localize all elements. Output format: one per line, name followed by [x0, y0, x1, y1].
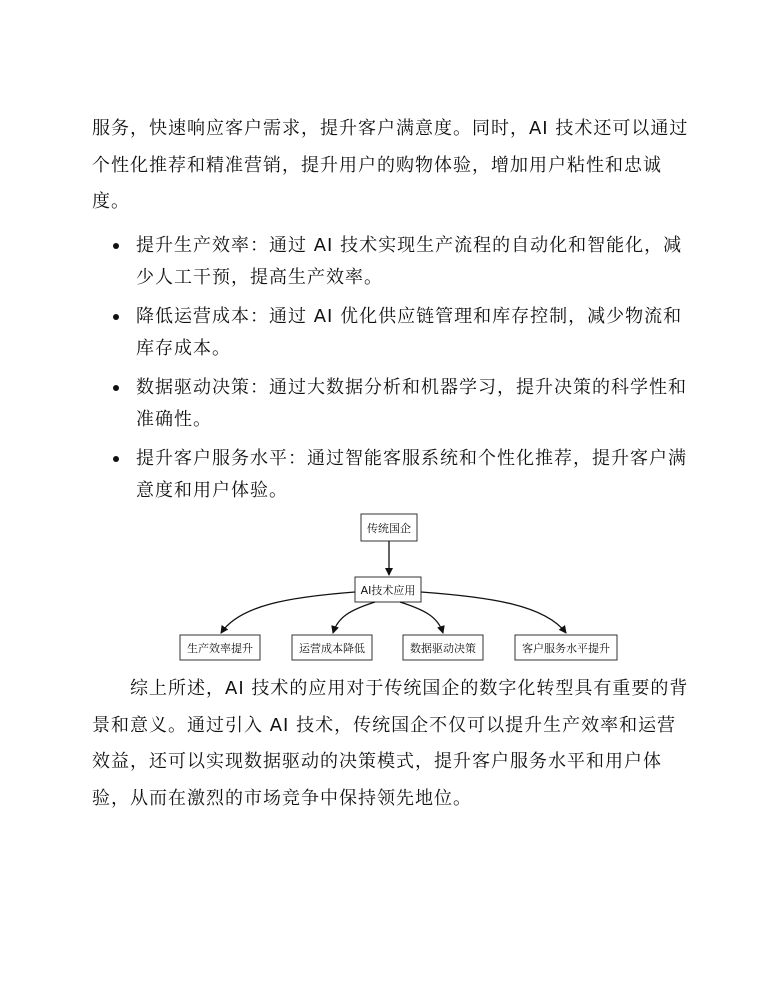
leaf-node-label: 客户服务水平提升 [522, 642, 610, 655]
bullet-icon [113, 385, 119, 391]
root-node [361, 514, 417, 541]
middle-node-label: AI技术应用 [360, 584, 416, 597]
list-item-text: 数据驱动决策：通过大数据分析和机器学习，提升决策的科学性和准确性。 [136, 377, 687, 430]
conclusion-paragraph: 综上所述，AI 技术的应用对于传统国企的数字化转型具有重要的背景和意义。通过引入 AI 技术，传统国企不仅可以提升生产效率和运营效益，还可以实现数据驱动的决策模式，提升客户服务水平和用户体验，从而在激烈的市场竞争中保持领先地位。 [92, 678, 689, 809]
edge-to-leaf-2 [333, 602, 375, 633]
edge-to-leaf-4 [421, 592, 566, 633]
leaf-node-production [180, 635, 260, 660]
list-item [110, 372, 690, 436]
leaf-node-data [403, 635, 483, 660]
list-item [110, 443, 690, 507]
list-item-text: 提升客户服务水平：通过智能客服系统和个性化推荐，提升客户满意度和用户体验。 [136, 448, 687, 501]
leaf-node-label: 运营成本降低 [299, 642, 365, 655]
list-item-text: 降低运营成本：通过 AI 优化供应链管理和库存控制，减少物流和库存成本。 [136, 306, 683, 359]
leaf-node-cost [292, 635, 372, 660]
list-item [110, 230, 690, 294]
bullet-icon [113, 456, 119, 462]
benefit-list [110, 230, 690, 514]
middle-node [355, 577, 421, 602]
list-item-text: 提升生产效率：通过 AI 技术实现生产流程的自动化和智能化，减少人工干预，提高生产效率。 [136, 235, 683, 288]
edge-to-leaf-3 [400, 602, 443, 633]
list-item [110, 301, 690, 365]
bullet-icon [113, 314, 119, 320]
intro-paragraph: 服务，快速响应客户需求，提升客户满意度。同时，AI 技术还可以通过个性化推荐和精准营销，提升用户的购物体验，增加用户粘性和忠诚度。 [92, 118, 689, 212]
leaf-node-label: 数据驱动决策 [410, 642, 476, 655]
root-node-label: 传统国企 [367, 522, 411, 535]
flow-diagram [0, 505, 765, 665]
leaf-node-service [515, 635, 617, 660]
bullet-icon [113, 243, 119, 249]
leaf-node-label: 生产效率提升 [187, 642, 253, 655]
